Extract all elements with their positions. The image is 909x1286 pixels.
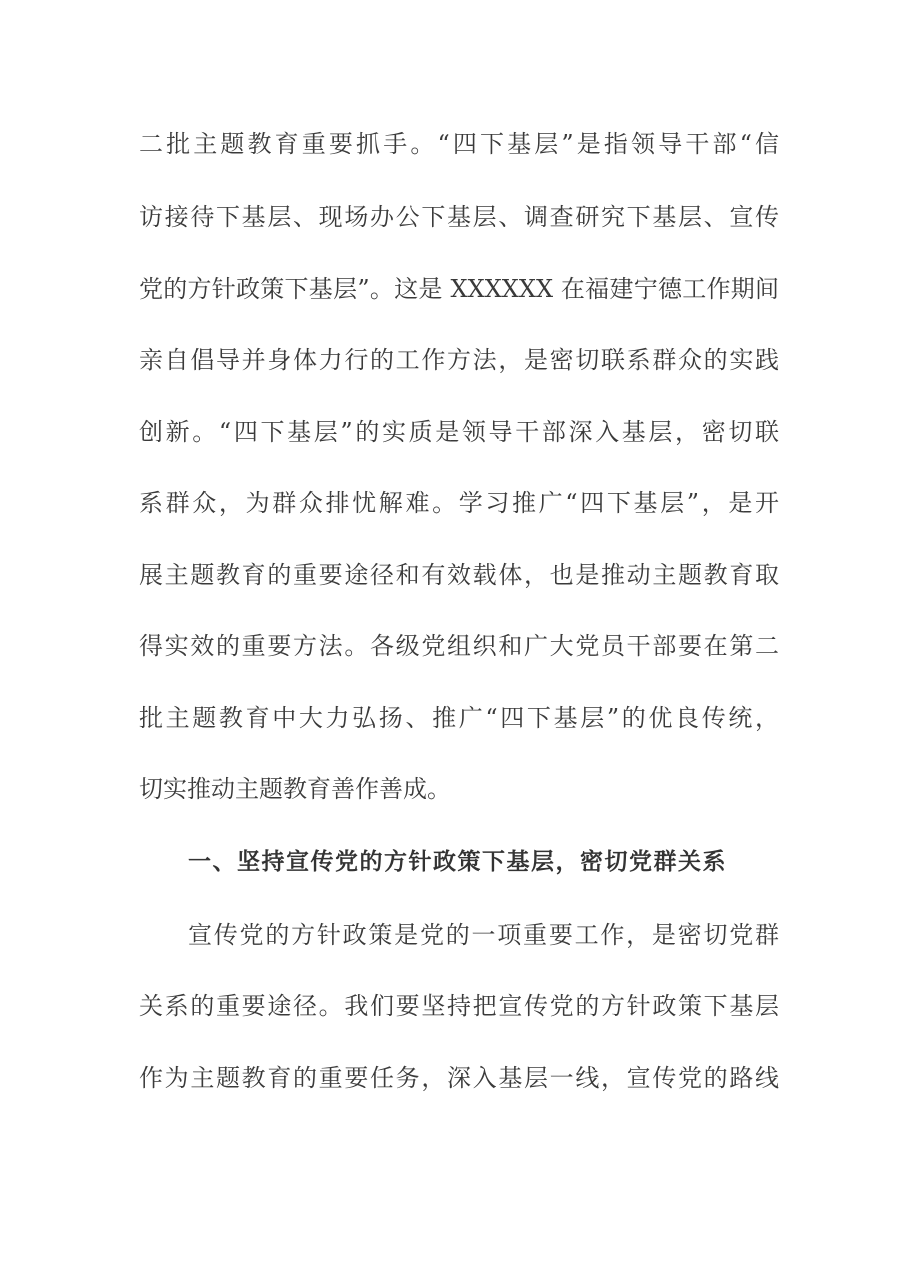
paragraph-line: 得实效的重要方法。各级党组织和广大党员干部要在第二 bbox=[139, 632, 779, 660]
paragraph-line: 宣传党的方针政策是党的一项重要工作，是密切党群 bbox=[188, 921, 779, 949]
paragraph-line: 批主题教育中大力弘扬、推广“四下基层”的优良传统， bbox=[139, 704, 779, 732]
paragraph-line: 作为主题教育的重要任务，深入基层一线，宣传党的路线 bbox=[139, 1064, 779, 1092]
paragraph-line: 二批主题教育重要抓手。“四下基层”是指领导干部“信 bbox=[139, 130, 779, 158]
section-heading: 一、坚持宣传党的方针政策下基层，密切党群关系 bbox=[188, 849, 727, 875]
paragraph-line: 访接待下基层、现场办公下基层、调查研究下基层、宣传 bbox=[139, 203, 779, 231]
paragraph-line: 关系的重要途径。我们要坚持把宣传党的方针政策下基层 bbox=[139, 992, 779, 1020]
paragraph-line: 展主题教育的重要途径和有效载体，也是推动主题教育取 bbox=[139, 561, 779, 589]
paragraph-line: 亲自倡导并身体力行的工作方法，是密切联系群众的实践 bbox=[139, 346, 779, 374]
paragraph-line: 切实推动主题教育善作善成。 bbox=[139, 775, 451, 803]
paragraph-line: 系群众，为群众排忧解难。学习推广“四下基层”，是开 bbox=[139, 489, 779, 517]
paragraph-line: 党的方针政策下基层”。这是 XXXXXX 在福建宁德工作期间 bbox=[139, 275, 779, 303]
paragraph-line: 创新。“四下基层”的实质是领导干部深入基层，密切联 bbox=[139, 418, 779, 446]
